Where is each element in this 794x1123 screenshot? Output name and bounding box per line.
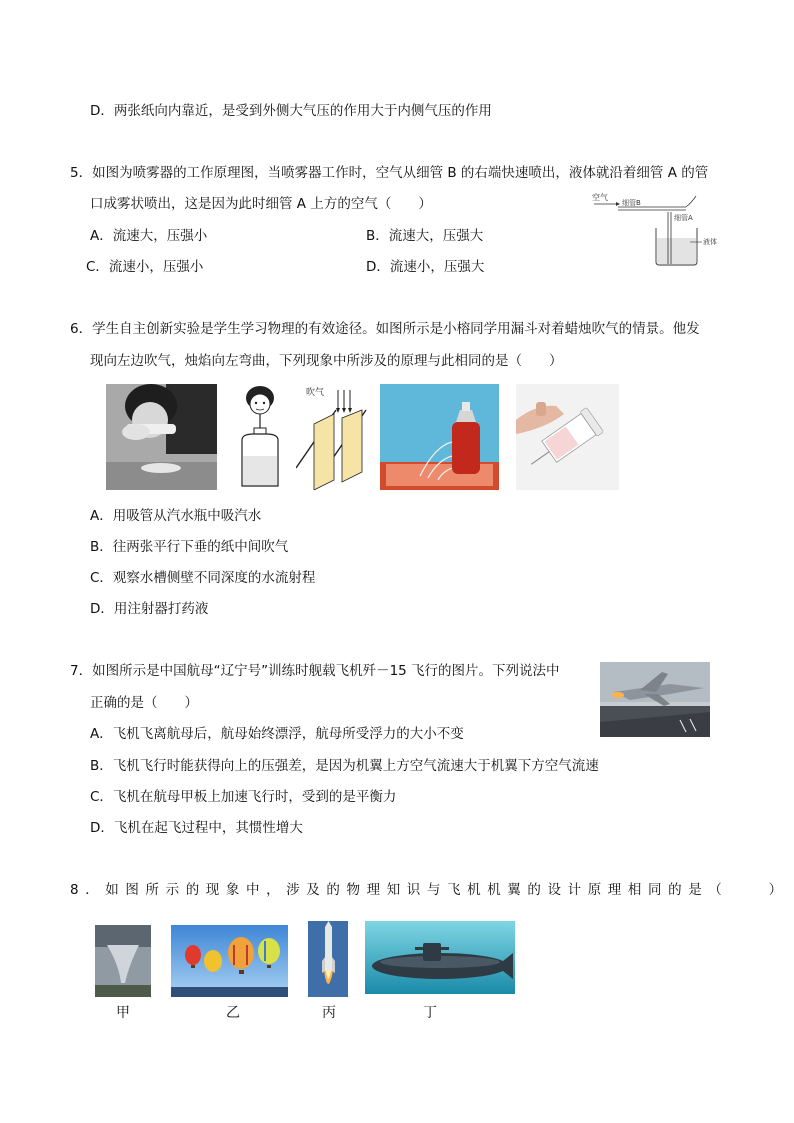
q6-option-a: A．用吸管从汽水瓶中吸汽水 (90, 508, 262, 524)
caption-jia: 甲 (116, 1005, 130, 1021)
tornado-photo (95, 925, 151, 997)
q5-stem-line2: 口成雾状喷出，这是因为此时细管 A 上方的空气（ ） (90, 196, 432, 212)
q6-stem-line1: 6．学生自主创新实验是学生学习物理的有效途径。如图所示是小榕同学用漏斗对着蜡烛吹气的情景。他发 (70, 321, 700, 337)
q5-option-c: C．流速小，压强小 (86, 259, 204, 275)
tube-a-label: 细管A (674, 214, 693, 222)
sprayer-diagram (590, 190, 725, 268)
q7-option-b: B．飞机飞行时能获得向上的压强差，是因为机翼上方空气流速大于机翼下方空气流速 (90, 758, 599, 774)
caption-bing: 丙 (322, 1005, 336, 1021)
submarine-photo (365, 921, 515, 994)
blow-label: 吹气 (306, 388, 325, 398)
water-bottle-photo (380, 384, 499, 490)
rocket-launch-photo (308, 921, 348, 997)
q4-option-d: D．两张纸向内靠近，是受到外侧大气压的作用大于内侧气压的作用 (90, 103, 492, 119)
syringe-photo (516, 384, 619, 490)
tube-b-label: 细管B (622, 199, 641, 207)
q5-option-d: D．流速小，压强大 (366, 259, 485, 275)
q7-option-a: A．飞机飞离航母后，航母始终漂浮，航母所受浮力的大小不变 (90, 726, 464, 742)
liquid-label: 液体 (703, 238, 717, 246)
q5-option-a: A．流速大，压强小 (90, 228, 208, 244)
q7-option-c: C．飞机在航母甲板上加速飞行时，受到的是平衡力 (90, 789, 397, 805)
q8-stem: 8．如图所示的现象中，涉及的物理知识与飞机机翼的设计原理相同的是（ ） (70, 882, 789, 898)
air-label: 空气 (592, 193, 608, 202)
caption-yi: 乙 (226, 1005, 240, 1021)
hot-air-balloons-photo (171, 925, 288, 997)
q6-option-d: D．用注射器打药液 (90, 601, 209, 617)
caption-ding: 丁 (423, 1005, 437, 1021)
jet-on-carrier-photo (600, 662, 710, 737)
q7-stem-line2: 正确的是（ ） (90, 695, 198, 711)
q5-stem-line1: 5．如图为喷雾器的工作原理图，当喷雾器工作时，空气从细管 B 的右端快速喷出，液体就沿着细管 A 的管 (70, 165, 709, 181)
q5-option-b: B．流速大，压强大 (366, 228, 484, 244)
funnel-blowing-photo (106, 384, 217, 490)
two-papers-drawing (296, 384, 372, 490)
straw-bottle-drawing (232, 384, 288, 490)
q6-option-b: B．往两张平行下垂的纸中间吹气 (90, 539, 289, 555)
q6-option-c: C．观察水槽侧壁不同深度的水流射程 (90, 570, 316, 586)
q7-stem-line1: 7．如图所示是中国航母“辽宁号”训练时舰载飞机歼－15 飞行的图片。下列说法中 (70, 663, 560, 679)
q7-option-d: D．飞机在起飞过程中，其惯性增大 (90, 820, 303, 836)
q6-stem-line2: 现向左边吹气，烛焰向左弯曲，下列现象中所涉及的原理与此相同的是（ ） (90, 353, 563, 369)
